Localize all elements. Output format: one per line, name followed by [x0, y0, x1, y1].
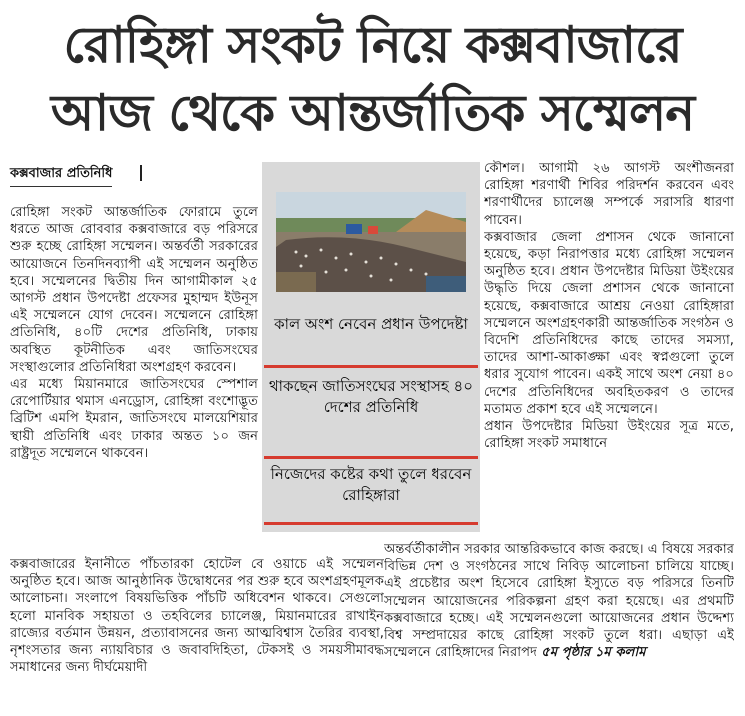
byline: কক্সবাজার প্রতিনিধি: [10, 164, 112, 187]
headline-line-1: রোহিঙ্গা সংকট নিয়ে কক্সবাজারে: [63, 16, 682, 74]
quote-2: থাকছেন জাতিসংঘের সংস্থাসহ ৪০ দেশের প্রতিনিধি: [268, 377, 474, 416]
article-column-1: [10, 204, 258, 562]
bottom-left-text: কক্সবাজারের ইনানীতে পাঁচতারকা হোটেল বে ওয়াচে এই সম্মেলন অনুষ্ঠিত হবে। আজ আনুষ্ঠানিক উদ্বোধনের পর শুরু হবে অংশগ্রহণমূলক আলোচনা। সংলাপে বিষয়ভিত্তিক পাঁচটি অধিবেশন থাকবে। সেগুলো হলো মানবিক সহায়তা ও তহবিলের চ্যালেঞ্জ, মিয়ানমারের রাখাইন রাজ্যের বর্তমান উন্নয়ন, প্রত্যাবাসনের জন্য আত্মবিশ্বাস তৈরির ব্যবস্থা, নৃশংসতার জন্য ন্যায়বিচার ও জবাবদিহিতা, টেকসই ও সময়সীমাবদ্ধ সমাধানের জন্য দীর্ঘমেয়াদী: [10, 557, 384, 676]
quote-divider-2: [264, 456, 478, 459]
byline-divider: [140, 165, 142, 181]
quote-divider-3: [264, 522, 478, 525]
quote-divider-1: [264, 365, 478, 368]
continuation-note: ৫ম পৃষ্ঠার ১ম কলাম: [541, 645, 646, 661]
highlight-box: [262, 162, 480, 532]
quote-3: নিজেদের কষ্টের কথা তুলে ধরবেন রোহিঙ্গারা: [270, 465, 472, 504]
headline-line-2: আজ থেকে আন্তর্জাতিক সম্মেলন: [50, 84, 695, 142]
column-1-text: রোহিঙ্গা সংকট আন্তর্জাতিক ফোরামে তুলে ধরতে আজ রোববার কক্সবাজারে বড় পরিসরে শুরু হচ্ছে রোহিঙ্গা সম্মেলন। অন্তর্বর্তী সরকারের আয়োজনে তিনদিনব্যাপী এই সম্মেলন অনুষ্ঠিত হবে। সম্মেলনের দ্বিতীয় দিন আগামীকাল ২৫ আগস্ট প্রধান উপদেষ্টা প্রফেসর মুহাম্মদ ইউনূস এই সম্মেলনে যোগ দেবেন। সম্মেলনে রোহিঙ্গা প্রতিনিধি, ৪০টি দেশের প্রতিনিধি, ঢাকায় অবস্থিত কূটনীতিক এবং জাতিসংঘের সংস্থাগুলোর প্রতিনিধিরা অংশগ্রহণ করবেন। এর মধ্যে মিয়ানমারে জাতিসংঘের স্পেশাল রেপোর্টিয়ার থমাস এনড্রোস, রোহিঙ্গা বংশোদ্ভূত ব্রিটিশ এমপি ইমরান, জাতিসংঘে মালয়েশিয়ার স্থায়ী প্রতিনিধি এবং ঢাকার অন্তত ১০ জন রাষ্ট্রদূত সম্মেলনে থাকবেন।: [10, 205, 258, 461]
article-bottom-left: [10, 556, 384, 716]
article-bottom-right: [384, 541, 734, 716]
bottom-right-text: [384, 541, 734, 661]
event-photo: [276, 192, 466, 292]
bottom-right-body: অন্তর্বর্তীকালীন সরকার আন্তরিকভাবে কাজ করছে। এ বিষয়ে সরকার বিভিন্ন দেশ ও সংগঠনের সাথে নিবিড় আলোচনা চালিয়ে যাচ্ছে। এই প্রচেষ্টার অংশ হিসেবে রোহিঙ্গা ইস্যুতে বড় পরিসরে তিনটি সম্মেলন আয়োজনের পরিকল্পনা গ্রহণ করা হয়েছে। এর প্রথমটি কক্সবাজারে হচ্ছে। এই সম্মেলনগুলো আয়োজনের প্রধান উদ্দেশ্য বিশ্ব সম্প্রদায়ের কাছে রোহিঙ্গা সংকট তুলে ধরা। এছাড়া এই সম্মেলনে রোহিঙ্গাদের নিরাপদ: [384, 542, 734, 661]
article-column-3: [484, 160, 734, 537]
column-3-text: কৌশল। আগামী ২৬ আগস্ট অংশীজনরা রোহিঙ্গা শরণার্থী শিবির পরিদর্শন করবেন এবং শরণার্থীদের চ্যালেঞ্জ সম্পর্কে সরাসরি ধারণা পাবেন। কক্সবাজার জেলা প্রশাসন থেকে জানানো হয়েছে, কড়া নিরাপত্তার মধ্যে রোহিঙ্গা সম্মেলন অনুষ্ঠিত হবে। প্রধান উপদেষ্টার মিডিয়া উইংয়ের উদ্ধৃতি দিয়ে জেলা প্রশাসন থেকে জানানো হয়েছে, কক্সবাজারে আশ্রয় নেওয়া রোহিঙ্গারা সম্মেলনে অংশগ্রহণকারী আন্তর্জাতিক সংগঠন ও বিদেশি প্রতিনিধিদের কাছে তাদের সমস্যা, তাদের আশা-আকাঙ্ক্ষা এবং স্বপ্নগুলো তুলে ধরার সুযোগ পাবেন। একই সাথে অংশ নেয়া ৪০ দেশের প্রতিনিধিদের অবহিতকরণ ও তাদের মতামত প্রকাশ হবে এই সম্মেলনে। প্রধান উপদেষ্টার মিডিয়া উইংয়ের সূত্র মতে, রোহিঙ্গা সংকট সমাধানে: [484, 161, 734, 452]
quote-1: কাল অংশ নেবেন প্রধান উপদেষ্টা: [274, 315, 468, 333]
